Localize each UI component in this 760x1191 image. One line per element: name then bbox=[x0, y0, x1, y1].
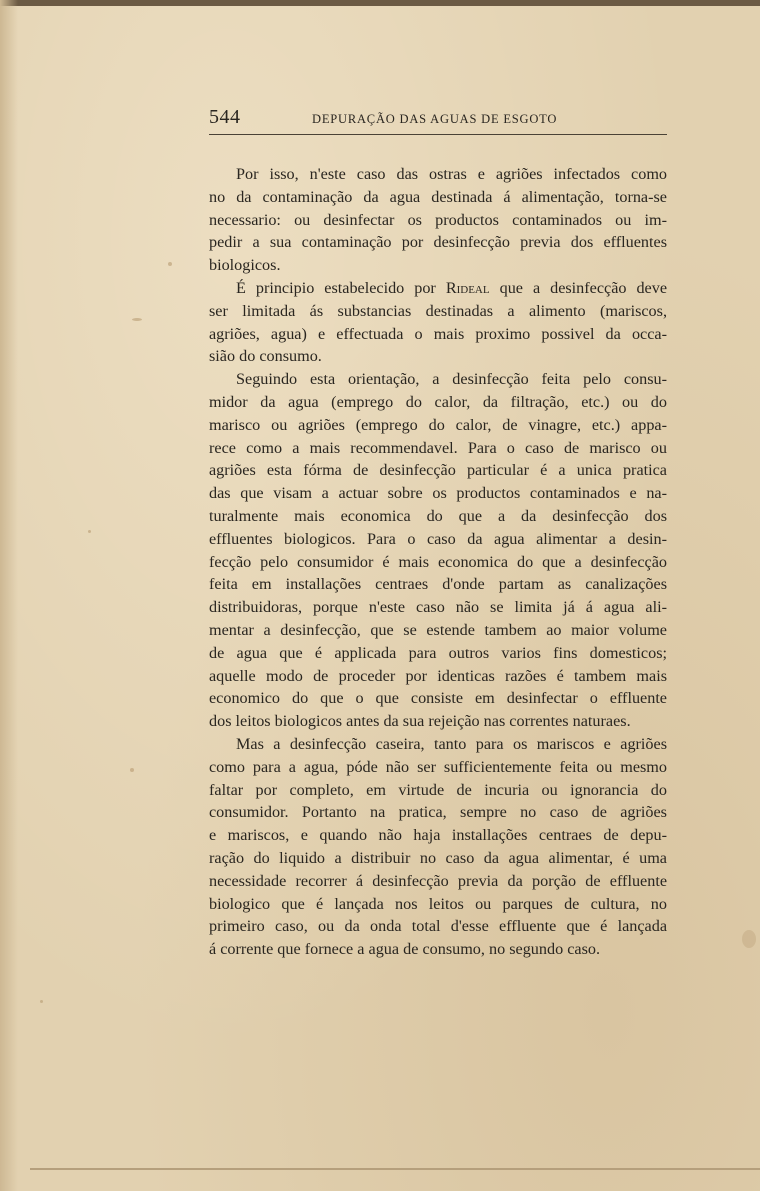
body-text bbox=[209, 163, 667, 961]
text-line: economico do que o que consiste em desinfectar o effluente bbox=[209, 689, 667, 708]
page-binding-shadow bbox=[0, 0, 18, 1191]
text-line: rece como a mais recommendavel. Para o caso de marisco ou bbox=[209, 438, 667, 457]
paper-spot bbox=[168, 262, 172, 266]
text-line: primeiro caso, ou da onda total d'esse effluente que é lançada bbox=[209, 917, 667, 936]
text-line: fecção pelo consumidor é mais economica do que a desinfecção bbox=[209, 552, 667, 571]
paragraph-3 bbox=[209, 368, 667, 733]
paragraph-4 bbox=[209, 733, 667, 961]
paper-spot bbox=[130, 768, 134, 772]
text-line: midor da agua (emprego do calor, da filtração, etc.) ou do bbox=[209, 392, 667, 411]
text-fragment: que a desinfecção deve bbox=[499, 278, 668, 297]
text-line: ser limitada ás substancias destinadas a alimento (mariscos, bbox=[209, 301, 667, 320]
page-number: 544 bbox=[209, 106, 241, 128]
paper-spot bbox=[132, 318, 142, 321]
text-line: mentar a desinfecção, que se estende tambem ao maior volume bbox=[209, 620, 667, 639]
text-line: effluentes biologicos. Para o caso da agua alimentar a desin- bbox=[209, 529, 667, 548]
text-line: pedir a sua contaminação por desinfecção previa dos effluentes bbox=[209, 233, 667, 252]
paper-stain bbox=[742, 930, 756, 948]
text-line: agriões, agua) e effectuada o mais proximo possivel da occa- bbox=[209, 324, 667, 343]
text-line: feita em installações centraes d'onde partam as canalizações bbox=[209, 575, 667, 594]
text-line: dos leitos biologicos antes da sua rejeição nas correntes naturaes. bbox=[209, 712, 631, 731]
text-line: ração do liquido a distribuir no caso da agua alimentar, é uma bbox=[209, 848, 667, 867]
paper-spot bbox=[40, 1000, 43, 1003]
text-line: como para a agua, póde não ser sufficientemente feita ou mesmo bbox=[209, 757, 667, 776]
paper-spot bbox=[88, 530, 91, 533]
text-line: Por isso, n'este caso das ostras e agriões infectados como bbox=[236, 165, 667, 183]
text-line: biologico que é lançada nos leitos ou parques de cultura, no bbox=[209, 894, 667, 913]
running-header bbox=[209, 104, 667, 135]
text-line: aquelle modo de proceder por identicas razões é tambem mais bbox=[209, 666, 667, 685]
text-line: distribuidoras, porque n'este caso não se limita já á agua ali- bbox=[209, 598, 667, 617]
text-line: Seguindo esta orientação, a desinfecção feita pelo consu- bbox=[236, 370, 667, 389]
paragraph-1 bbox=[209, 163, 667, 277]
text-line: consumidor. Portanto na pratica, sempre no caso de agriões bbox=[209, 803, 667, 822]
page-bottom-crease bbox=[30, 1168, 760, 1176]
text-line: necessario: ou desinfectar os productos contaminados ou im- bbox=[209, 210, 667, 229]
text-line: de agua que é applicada para outros varios fins domesticos; bbox=[209, 643, 667, 662]
running-title: DEPURAÇÃO DAS AGUAS DE ESGOTO bbox=[312, 112, 558, 126]
text-line: turalmente mais economica do que a da desinfecção dos bbox=[209, 506, 667, 525]
text-line: no da contaminação da agua destinada á alimentação, torna-se bbox=[209, 187, 667, 206]
paragraph-2 bbox=[209, 277, 667, 368]
text-line: marisco ou agriões (emprego do calor, de vinagre, etc.) appa- bbox=[209, 415, 667, 434]
text-line: sião do consumo. bbox=[209, 347, 322, 366]
text-line: das que visam a actuar sobre os productos contaminados e na- bbox=[209, 484, 667, 503]
text-line: biologicos. bbox=[209, 256, 281, 275]
text-line: e mariscos, e quando não haja installações centraes de depu- bbox=[209, 826, 667, 845]
text-line: faltar por completo, em virtude de incuria ou ignorancia do bbox=[209, 780, 667, 799]
text-line bbox=[209, 277, 667, 300]
text-line: necessidade recorrer á desinfecção previa da porção de effluente bbox=[209, 871, 667, 890]
author-name: Rideal bbox=[445, 278, 490, 297]
text-line: agriões esta fórma de desinfecção particular é a unica pratica bbox=[209, 461, 667, 480]
text-fragment: É principio estabelecido por bbox=[236, 278, 436, 297]
page-top-edge bbox=[0, 0, 760, 6]
text-line: Mas a desinfecção caseira, tanto para os mariscos e agriões bbox=[236, 734, 667, 753]
text-line: á corrente que fornece a agua de consumo, no segundo caso. bbox=[209, 940, 601, 959]
